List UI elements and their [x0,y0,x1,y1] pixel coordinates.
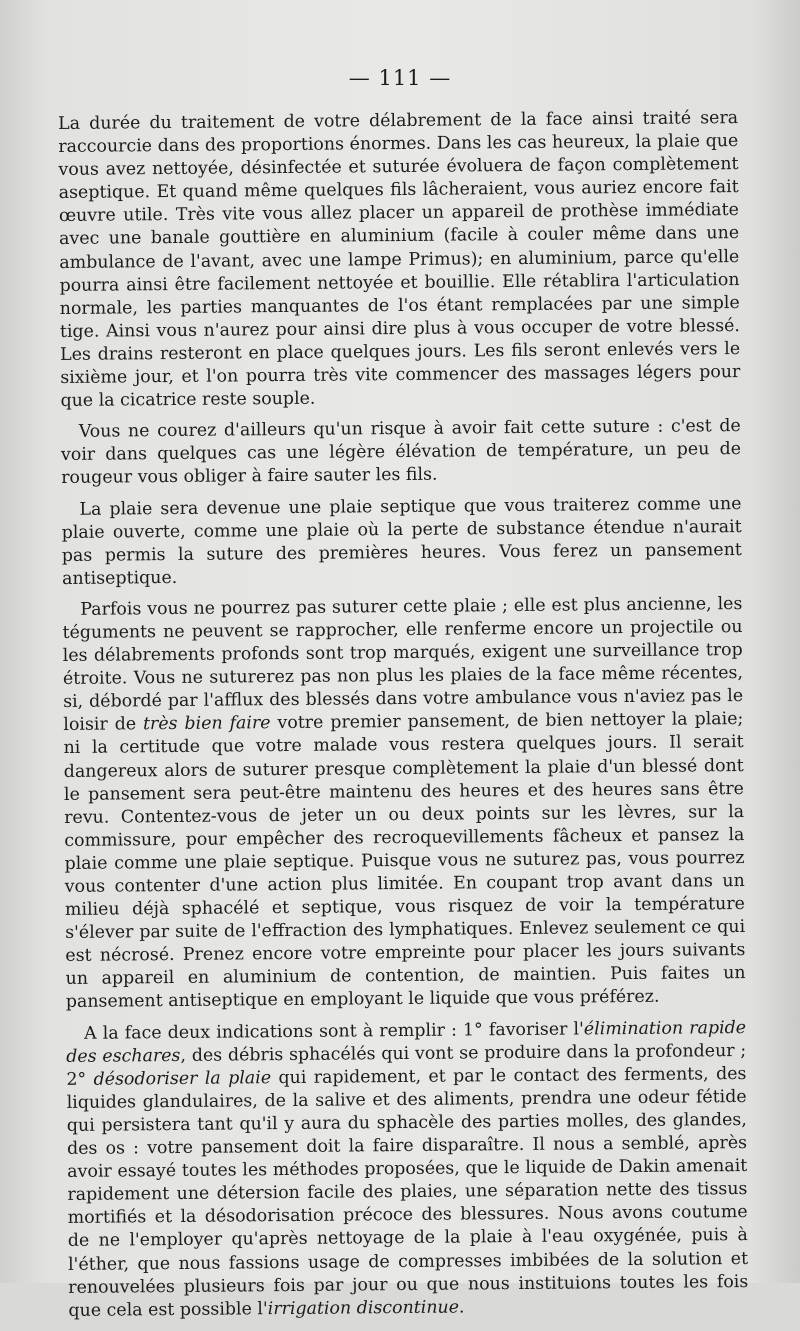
paragraph-5 [66,1017,749,1323]
italic-phrase: très bien faire [142,713,271,735]
paragraph-text: , des débris sphacélés qui vont se produire dans la profondeur ; 2° [66,1040,747,1090]
italic-phrase: élimination rapide des eschares [66,1017,747,1067]
page-number: — 111 — [348,66,452,90]
paragraph-text: La durée du traitement de votre délabrement de la face ainsi traité sera raccourcie dans des proportions énormes. Dans les cas heureux, la plaie que vous avez nettoyée, désinfectée et suturée évoluera de façon complètement aseptique. Et quand même quelques fils lâcheraient, vous auriez encore fait œuvre utile. Très vite vous allez placer un appareil de prothèse immédiate avec une banale gouttière en aluminium (facile à couler même dans une ambulance de l'avant, avec une lampe Primus); en aluminium, parce qu'elle pourra ainsi être facilement nettoyée et bouillie. Elle rétablira l'articulation normale, les parties manquantes de l'os étant remplacées par une simple tige. Ainsi vous n'aurez pour ainsi dire plus à vous occuper de votre blessé. Les drains resteront en place quelques jours. Les fils seront enlevés vers le sixième jour, et l'on pourra très vite commencer des massages légers pour que la cicatrice reste souple. [58,108,741,412]
paragraph-1 [58,107,741,413]
paragraph-text: La plaie sera devenue une plaie septique que vous traiterez comme une plaie ouverte, comme une plaie où la perte de substance étendue n'aurait pas permis la suture des premières heures. Vous ferez un pansement antiseptique. [61,493,742,589]
paragraph-text: Parfois vous ne pourrez pas suturer cette plaie ; elle est plus ancienne, les téguments ne peuvent se rapprocher, elle renferme encore un projectile ou les délabrements profonds sont trop marqués, exigent une surveillance trop étroite. Vous ne suturerez pas non plus les plaies de la face même récentes, si, débordé par l'afflux des blessés dans votre ambulance vous n'aviez pas le loisir de [62,593,744,736]
paragraph-2 [61,415,742,490]
paragraph-text: qui rapidement, et par le contact des ferments, des liquides glandulaires, de la salive et des aliments, prendra une odeur fétide qui persistera tant qu'il y aura du sphacèle des parties molles, des glandes, des os : votre pansement doit la faire disparaître. Il nous a semblé, après avoir essayé toutes les méthodes proposées, que le liquide de Dakin amenait rapidement une détersion facile des plaies, une séparation nette des tissus mortifiés et la désodorisation précoce des blessures. Nous avons coutume de ne l'employer qu'après nettoyage de la plaie à l'eau oxygénée, puis à l'éther, que nous fassions usage de compresses imbibées de la solution et renouvelées plusieurs fois par jour ou que nous instituions toutes les fois que cela est possible l' [66,1063,749,1321]
italic-phrase: désodoriser la plaie [93,1067,272,1090]
paragraph-text: votre premier pansement, de bien nettoyer la plaie; ni la certitude que votre malade vous restera quelques jours. Il serait dangereux alors de suturer presque complètement la plaie d'un blessé dont le pansement sera peut-être maintenu des heures et des heures sans être revu. Contentez-vous de jeter un ou deux points sur les lèvres, sur la commissure, pour empêcher des recroquevillements fâcheux et pansez la plaie comme une plaie septique. Puisque vous ne suturez pas, vous pourrez vous contenter d'une action plus limitée. En coupant trop avant dans un milieu déjà sphacélé et septique, vous risquez de voir la température s'élever par suite de l'effraction des lymphatiques. Enlevez seulement ce qui est nécrosé. Prenez encore votre empreinte pour placer les jours suivants un appareil en aluminium de contention, de maintien. Puis faites un pansement antiseptique en employant le liquide que vous préférez. [63,709,746,1013]
paragraph-text: Vous ne courez d'ailleurs qu'un risque à avoir fait cette suture : c'est de voir dans quelques cas une légère élévation de température, un peu de rougeur vous obliger à faire sauter les fils. [60,416,742,489]
page-body [58,107,749,1331]
paragraph-4 [62,593,746,1015]
italic-phrase: irrigation discontinue [267,1297,460,1319]
paragraph-text: A la face deux indications sont à remplir : 1° favoriser l' [83,1018,584,1044]
paragraph-text: . [458,1297,465,1318]
paragraph-3 [61,493,742,591]
